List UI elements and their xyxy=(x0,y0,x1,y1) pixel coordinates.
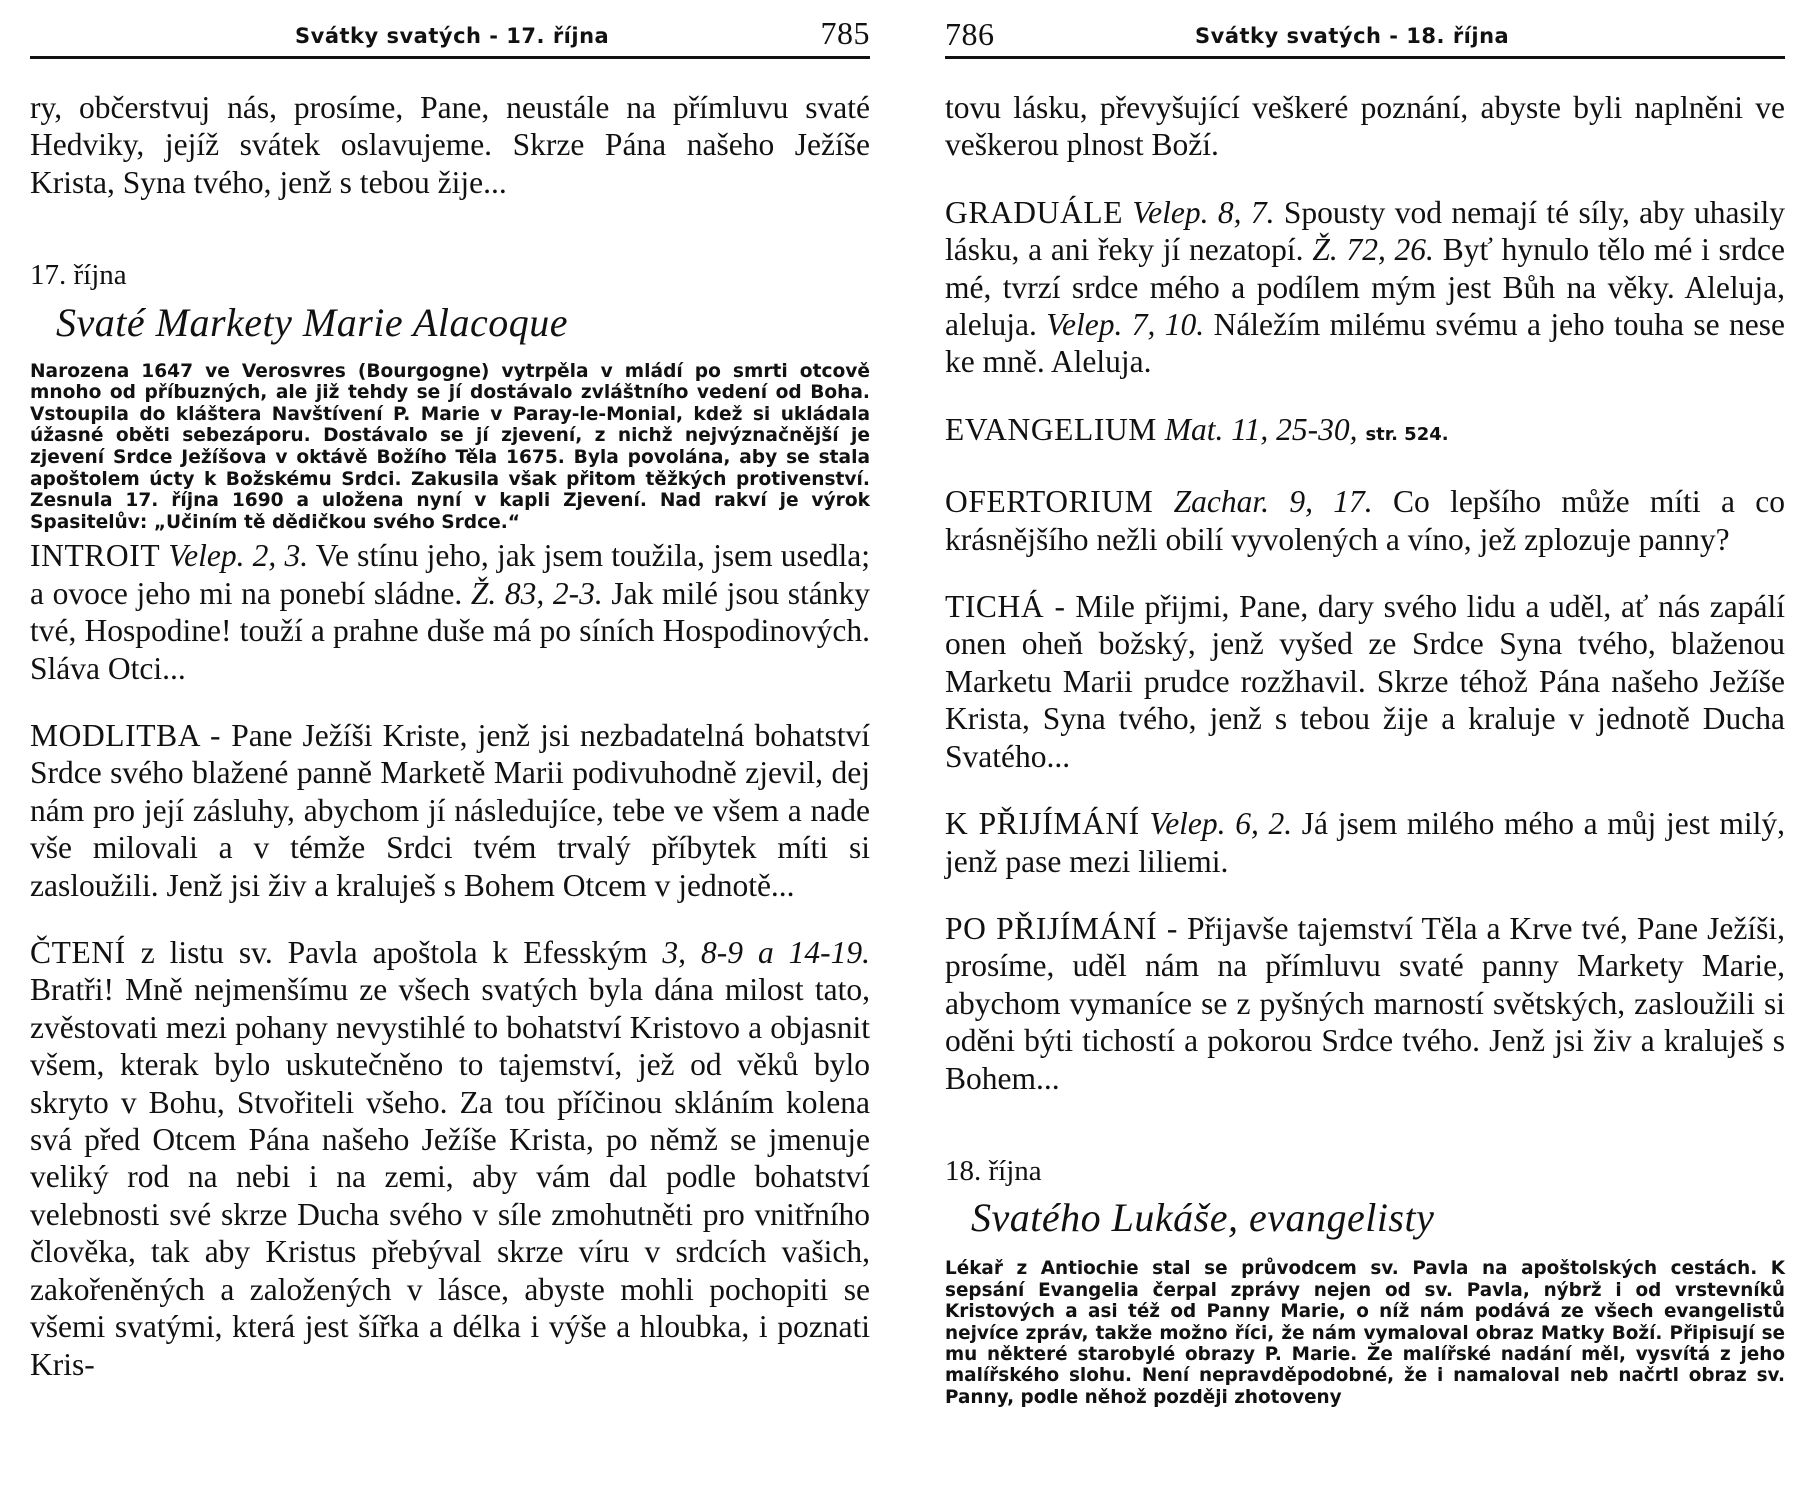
modlitba-section xyxy=(30,717,870,904)
cteni-text: Bratři! Mně nejmenšímu ze všech svatých byla dána milost tato, zvěstovati mezi pohany nevystihlé to bohatství Kristovo a objasnit všem, kterak bylo uskutečněno to tajemství, jež od věků bylo skryto v Bohu, Stvořiteli všeho. Za tou příčinou skláním kolena svá před Otcem Pána našeho Ježíše Krista, po němž se jmenuje veliký rod na nebi i na zemi, aby vám dal podle bohatství velebnosti své skrze Ducha svého v síle zmohutněti pro vnitřního člověka, tak aby Kristus přebýval skrze víru v srdcích vašich, zakořeněných a založených v lásce, abyste mohli pochopiti se všemi svatými, která jest šířka a délka i výše a hloubka, i poznati Kris- xyxy=(30,972,870,1382)
introit-ref1: Velep. 2, 3. xyxy=(168,538,309,574)
left-continuation-text: ry, občerstvuj nás, prosíme, Pane, neustále na přímluvu svaté Hedviky, jejíž svátek oslavujeme. Skrze Pána našeho Ježíše Krista, Syna tvého, jenž s tebou žije... xyxy=(30,90,870,200)
graduale-ref1: Velep. 8, 7. xyxy=(1132,194,1275,230)
introit-section xyxy=(30,537,870,687)
cteni-intro: z listu sv. Pavla apoštola k Efesským xyxy=(140,935,648,971)
introit-ref2: Ž. 83, 2-3. xyxy=(470,575,603,611)
left-running-head xyxy=(30,0,870,59)
ofertorium-ref: Zachar. 9, 17. xyxy=(1173,484,1373,520)
po-prijimani-label: PO PŘIJÍMÁNÍ - xyxy=(945,910,1178,946)
k-prijimani-label: K PŘIJÍMÁNÍ xyxy=(945,806,1140,842)
k-prijimani-ref: Velep. 6, 2. xyxy=(1149,806,1293,842)
graduale-ref3: Velep. 7, 10. xyxy=(1046,307,1205,343)
left-feast-biography: Narozena 1647 ve Verosvres (Bourgogne) vytrpěla v mládí po smrti otcově mnoho od příbuzných, ale již tehdy se jí dostávalo zvláštního vedení od Boha. Vstoupila do kláštera Navštívení P. Marie v Paray-le-Monial, kdež si ukládala úžasné oběti sebezáporu. Dostávalo se jí zjevení, z nichž nejvýznačnější je zjevení Srdce Ježíšova v oktávě Božího Těla 1675. Byla povolána, aby se stala apoštolem úcty k Božskému Srdci. Zakusila však přitom těžkých protivenství. Zesnula 17. října 1690 a uložena nyní v kapli Zjevení. Nad rakví je výrok Spasitelův: „Učiním tě dědičkou svého Srdce.“ xyxy=(30,360,870,533)
graduale-ref2: Ž. 72, 26. xyxy=(1312,232,1434,268)
cteni-section xyxy=(30,934,870,1383)
k-prijimani-section xyxy=(945,805,1785,880)
right-running-head xyxy=(945,0,1785,59)
evangelium-label: EVANGELIUM xyxy=(945,411,1157,447)
introit-label: INTROIT xyxy=(30,538,161,574)
cteni-ref: 3, 8-9 a 14-19. xyxy=(662,935,871,971)
right-feast-title: Svatého Lukáše, evangelisty xyxy=(971,1195,1435,1241)
left-page xyxy=(30,0,870,1383)
introit-text2: Jak milé jsou stánky tvé, Hospodine! touží a prahne duše má po síních Hospodinových. Sláva Otci... xyxy=(30,575,870,686)
left-running-head-title: Svátky svatých - 17. října xyxy=(295,24,610,48)
right-running-head-title: Svátky svatých - 18. října xyxy=(1195,24,1510,48)
modlitba-text: Pane Ježíši Kriste, jenž jsi nezbadatelná bohatství Srdce svého blažené panně Marketě Marii podivuhodně zjevil, dej nám pro její zásluhy, abychom jí následujíce, tebe ve všem a nade vše milovali a v témže Srdci tvém trvalý příbytek míti si zasloužili. Jenž jsi živ a kraluješ s Bohem Otcem v jednotě... xyxy=(30,718,870,903)
right-page-number: 786 xyxy=(945,16,995,52)
graduale-label: GRADUÁLE xyxy=(945,194,1124,230)
ofertorium-label: OFERTORIUM xyxy=(945,484,1154,520)
right-feast-date: 18. října xyxy=(945,1154,1042,1187)
evangelium-section xyxy=(945,411,1785,453)
graduale-text1: Spousty vod nemají té síly, aby uhasily lásku, a ani řeky jí nezatopí. xyxy=(945,194,1786,268)
po-prijimani-section xyxy=(945,910,1785,1097)
right-continuation-text: tovu lásku, převyšující veškeré poznání, abyste byli naplněni ve veškerou plnost Boží. xyxy=(945,90,1785,163)
k-prijimani-text: Já jsem milého mého a můj jest milý, jenž pase mezi liliemi. xyxy=(945,806,1786,879)
left-page-number: 785 xyxy=(820,15,870,51)
modlitba-label: MODLITBA - xyxy=(30,718,222,753)
evangelium-ref: Mat. 11, 25-30, xyxy=(1164,411,1358,447)
graduale-text3: Náležím milému svému a jeho touha se nese ke mně. Aleluja. xyxy=(945,307,1786,380)
ticha-text: Mile přijmi, Pane, dary svého lidu a uděl, ať nás zapálí onen oheň božský, jenž vyšed ze Srdce Syna tvého, blaženou Marketu Marii prudce rozžhavil. Skrze téhož Pána našeho Ježíše Krista, Syna tvého, jenž s tebou žije a kraluje v jednotě Ducha Svatého... xyxy=(945,589,1785,774)
ticha-label: TICHÁ - xyxy=(945,589,1066,625)
ofertorium-text: Co lepšího může míti a co krásnějšího nežli obilí vyvolených a víno, jež zplozuje panny? xyxy=(945,484,1786,557)
left-feast-date: 17. října xyxy=(30,259,127,292)
ticha-section xyxy=(945,588,1785,775)
introit-text1: Ve stínu jeho, jak jsem toužila, jsem usedla; a ovoce jeho mi na ponebí sládne. xyxy=(30,538,871,611)
right-feast-biography: Lékař z Antiochie stal se průvodcem sv. Pavla na apoštolských cestách. K sepsání Evangelia čerpal zprávy nejen od sv. Pavla, nýbrž i od vrstevníků Kristových a asi též od Panny Marie, o níž nám podává ze všech evangelistů nejvíce zpráv, takže možno říci, že nám vymaloval obraz Matky Boží. Připisují se mu některé starobylé obrazy P. Marie. Že malířské nadání měl, vysvítá z jeho malířského slohu. Není nepravděpodobné, že i namaloval neb načrtl obraz sv. Panny, podle něhož později zhotoveny xyxy=(945,1258,1785,1408)
cteni-label: ČTENÍ xyxy=(30,935,126,971)
right-page xyxy=(945,0,1785,1412)
po-prijimani-text: Přijavše tajemství Těla a Krve tvé, Pane Ježíši, prosíme, uděl nám na přímluvu svaté panny Markety Marie, abychom vymaníce se z pyšných marností světských, zasloužili si oděni býti tichostí a pokorou Srdce tvého. Jenž jsi živ a kraluješ s Bohem... xyxy=(945,910,1786,1096)
left-page-body xyxy=(30,89,870,1383)
graduale-section xyxy=(945,194,1785,381)
right-page-body xyxy=(945,89,1785,1408)
left-feast-title: Svaté Markety Marie Alacoque xyxy=(56,299,568,345)
evangelium-page-ref: str. 524. xyxy=(1365,423,1449,445)
graduale-text2: Byť hynulo tělo mé i srdce mé, tvrzí srdce mého a podílem mým jest Bůh na věky. Aleluja, aleluja. xyxy=(945,232,1786,343)
ofertorium-section xyxy=(945,483,1785,558)
